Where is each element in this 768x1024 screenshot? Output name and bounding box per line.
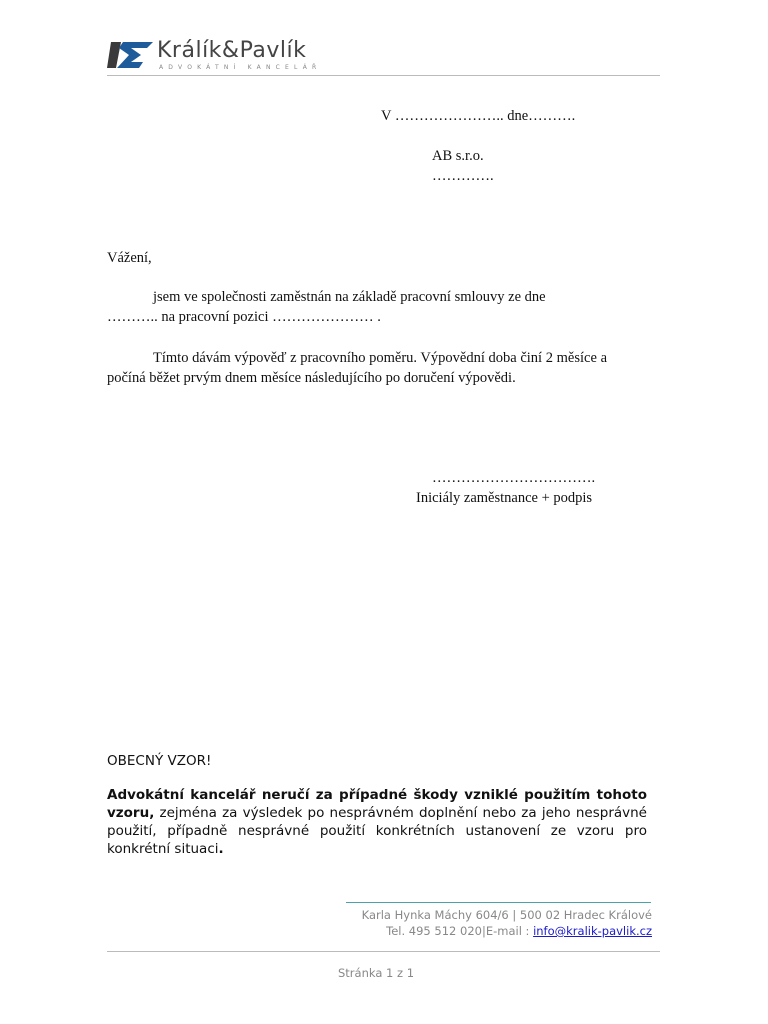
salutation: Vážení, (107, 250, 152, 266)
paragraph-1-line-2: ……….. na pracovní pozici ………………… . (107, 309, 381, 325)
logo-subtitle: ADVOKÁTNÍ KANCELÁŘ (159, 64, 322, 71)
header-divider (107, 75, 660, 76)
footer-phone: Tel. 495 512 020|E-mail : (386, 924, 534, 938)
disclaimer (107, 786, 647, 858)
footer-email-link[interactable]: info@kralik-pavlik.cz (533, 924, 652, 938)
disclaimer-text: zejména za výsledek po nesprávném doplnění nebo za jeho nesprávné použití, případně nesprávné použití konkrétních ustanovení ze vzoru pro konkrétní situaci (107, 805, 647, 857)
recipient-name: AB s.r.o. (432, 148, 484, 164)
disclaimer-bold: Advokátní kancelář neručí za případné škody vzniklé použitím tohoto vzoru, (107, 787, 647, 821)
footer-divider (107, 951, 660, 952)
logo-name: Králík&Pavlík (157, 38, 307, 63)
recipient-dots[interactable]: …………. (432, 168, 494, 184)
signature-label: Iniciály zaměstnance + podpis (416, 490, 593, 506)
footer-accent-line (346, 902, 651, 903)
disclaimer-title: OBECNÝ VZOR! (107, 753, 212, 769)
footer-contact (386, 924, 652, 938)
disclaimer-end: . (218, 841, 224, 857)
footer-address: Karla Hynka Máchy 604/6 | 500 02 Hradec Králové (361, 908, 652, 922)
signature-dots: ……………………………. (432, 470, 596, 486)
paragraph-1-line-1: jsem ve společnosti zaměstnán na základě pracovní smlouvy ze dne (153, 289, 546, 305)
place-date[interactable]: V ………………….. dne………. (381, 108, 576, 124)
logo-mark-icon (107, 42, 153, 68)
paragraph-2: Tímto dávám výpověď z pracovního poměru. Výpovědní doba činí 2 měsíce a počíná běžet prvým dnem měsíce následujícího po doručení výpovědi. (107, 350, 607, 386)
page-number: Stránka 1 z 1 (338, 966, 415, 980)
